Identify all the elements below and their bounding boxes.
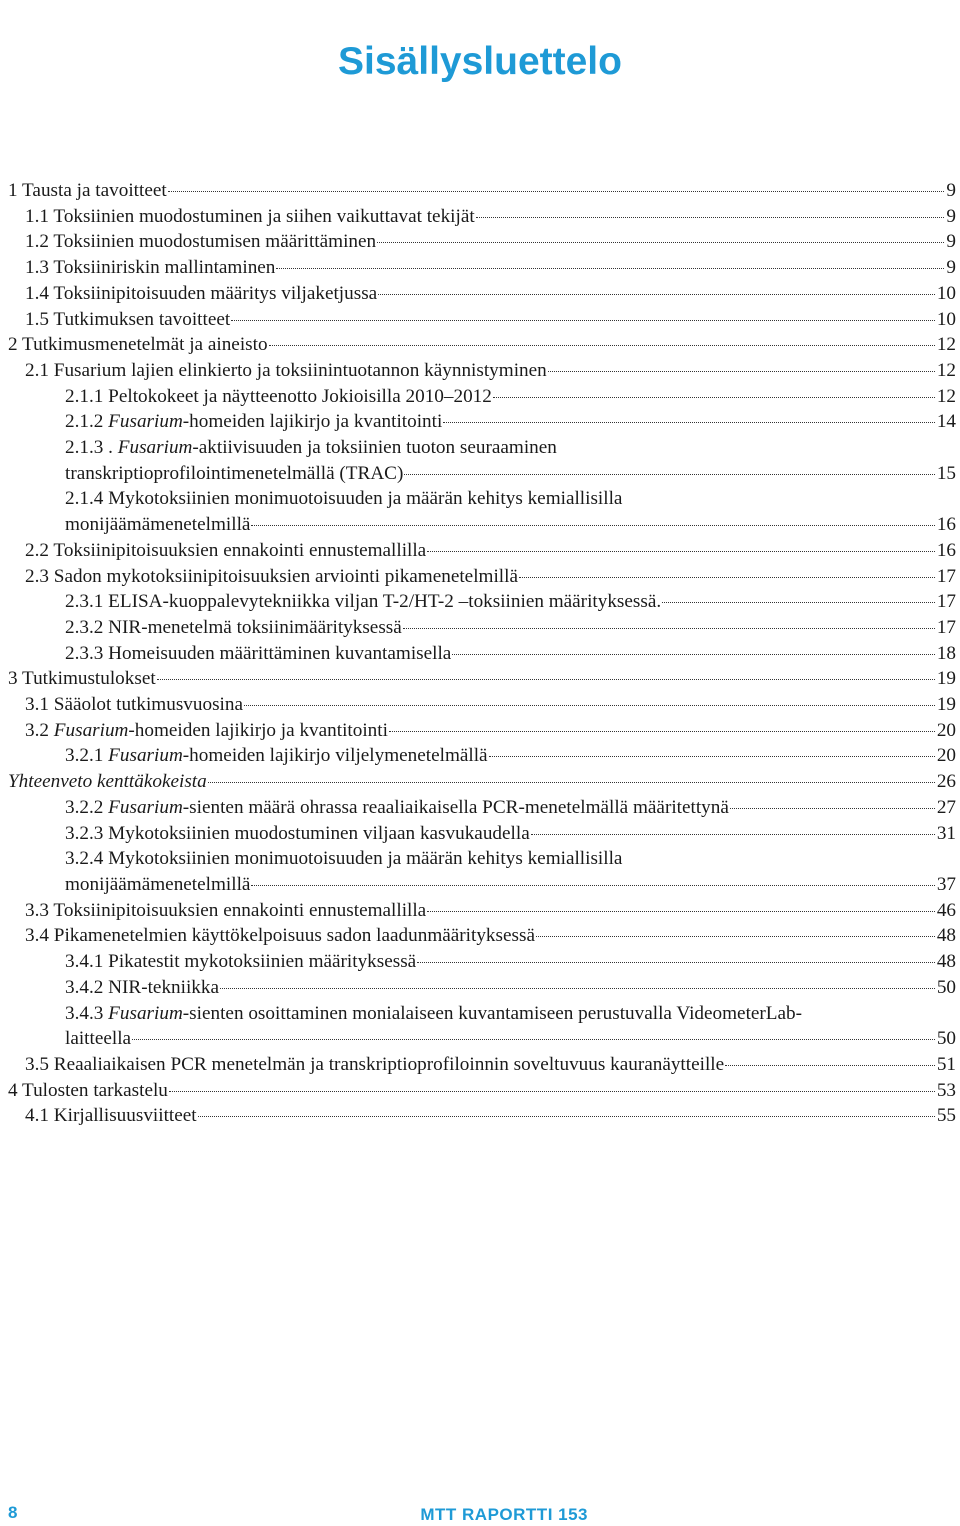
dot-leader <box>476 217 945 218</box>
toc-entry-page-number: 27 <box>936 796 956 818</box>
toc-entry-title: 2.2 Toksiinipitoisuuksien ennakointi ennustemallilla <box>25 539 427 561</box>
toc-entry-page-number: 12 <box>936 334 956 356</box>
toc-entry[interactable] <box>8 358 956 384</box>
toc-entry-italic-term: Fusarium <box>117 437 193 459</box>
toc-entry[interactable] <box>8 307 956 333</box>
dot-leader <box>531 834 935 835</box>
dot-leader <box>427 911 935 912</box>
toc-entry[interactable] <box>8 641 956 667</box>
toc-entry-number: 3.2.1 <box>65 745 109 767</box>
toc-entry-title-rest: -homeiden lajikirjo ja kvantitointi <box>182 411 443 433</box>
toc-entry-title-continued: monijäämämenetelmillä <box>65 873 251 895</box>
toc-entry-number: 3.2.2 <box>65 796 109 818</box>
toc-entry-page-number: 9 <box>946 231 956 253</box>
toc-entry-page-number: 16 <box>936 514 956 536</box>
toc-entry-title: 3.2.4 Mykotoksiinien monimuotoisuuden ja määrän kehitys kemiallisilla <box>65 848 623 870</box>
dot-leader <box>269 345 935 346</box>
toc-entry-title: 1.1 Toksiinien muodostuminen ja siihen vaikuttavat tekijät <box>25 205 475 227</box>
table-of-contents <box>8 178 956 1129</box>
toc-entry-title: 2.1.4 Mykotoksiinien monimuotoisuuden ja määrän kehitys kemiallisilla <box>65 488 623 510</box>
toc-entry-italic-term: Fusarium <box>108 1002 183 1024</box>
toc-entry-title: 1.5 Tutkimuksen tavoitteet <box>25 308 231 330</box>
toc-entry[interactable] <box>8 846 956 897</box>
toc-entry-page-number: 18 <box>936 642 956 664</box>
dot-leader <box>730 808 935 809</box>
toc-entry[interactable] <box>8 666 956 692</box>
toc-entry-title: 3.4.2 NIR-tekniikka <box>65 976 220 998</box>
toc-entry-italic-term: Fusarium <box>53 719 129 741</box>
toc-entry-title: 3.4.1 Pikatestit mykotoksiinien määrityksessä <box>65 951 417 973</box>
dot-leader <box>132 1039 935 1040</box>
toc-entry-title: 1.4 Toksiinipitoisuuden määritys viljaketjussa <box>25 282 378 304</box>
dot-leader <box>231 320 935 321</box>
dot-leader <box>519 577 935 578</box>
toc-entry-page-number: 9 <box>946 205 956 227</box>
toc-entry[interactable] <box>8 229 956 255</box>
dot-leader <box>404 474 934 475</box>
toc-entry-page-number: 55 <box>936 1105 956 1127</box>
toc-entry[interactable] <box>8 821 956 847</box>
toc-entry-title-rest: -sienten osoittaminen monialaiseen kuvantamiseen perustuvalla VideometerLab- <box>182 1002 803 1024</box>
toc-entry-page-number: 16 <box>936 539 956 561</box>
toc-entry[interactable] <box>8 718 956 744</box>
toc-entry-page-number: 19 <box>936 668 956 690</box>
toc-entry[interactable] <box>8 975 956 1001</box>
page-title: Sisällysluettelo <box>338 40 622 84</box>
toc-entry-page-number: 10 <box>936 308 956 330</box>
dot-leader <box>548 371 935 372</box>
toc-entry-number: 3.4.3 <box>65 1002 109 1024</box>
toc-entry[interactable] <box>8 486 956 537</box>
toc-entry-page-number: 17 <box>936 591 956 613</box>
dot-leader <box>251 885 934 886</box>
dot-leader <box>662 602 935 603</box>
toc-entry[interactable] <box>8 923 956 949</box>
toc-entry[interactable] <box>8 769 956 795</box>
toc-entry-page-number: 37 <box>936 873 956 895</box>
dot-leader <box>157 679 935 680</box>
toc-entry[interactable] <box>8 384 956 410</box>
toc-entry[interactable] <box>8 564 956 590</box>
dot-leader <box>244 705 935 706</box>
toc-entry-page-number: 15 <box>936 462 956 484</box>
toc-entry-title: 3.3 Toksiinipitoisuuksien ennakointi ennustemallilla <box>25 899 427 921</box>
toc-entry-title: 3.2.3 Mykotoksiinien muodostuminen viljaan kasvukaudella <box>65 822 530 844</box>
toc-entry-title: 2.3 Sadon mykotoksiinipitoisuuksien arviointi pikamenetelmillä <box>25 565 518 587</box>
toc-entry[interactable] <box>8 615 956 641</box>
toc-entry-page-number: 50 <box>936 976 956 998</box>
toc-entry-page-number: 53 <box>936 1079 956 1101</box>
toc-entry-page-number: 17 <box>936 565 956 587</box>
toc-entry-title-rest: -homeiden lajikirjo ja kvantitointi <box>128 719 388 741</box>
footer-page-number: 8 <box>8 1503 18 1522</box>
toc-entry-title: 4.1 Kirjallisuusviitteet <box>25 1105 197 1127</box>
dot-leader <box>168 191 945 192</box>
toc-entry-title: 2.1 Fusarium lajien elinkierto ja toksiinintuotannon käynnistyminen <box>25 359 547 381</box>
dot-leader <box>220 988 935 989</box>
dot-leader <box>452 654 934 655</box>
toc-entry-page-number: 31 <box>936 822 956 844</box>
toc-entry-page-number: 50 <box>936 1028 956 1050</box>
toc-entry-title: 1.3 Toksiiniriskin mallintaminen <box>25 257 276 279</box>
toc-entry[interactable] <box>8 1103 956 1129</box>
toc-entry[interactable] <box>8 409 956 435</box>
toc-entry-page-number: 51 <box>936 1053 956 1075</box>
dot-leader <box>417 962 935 963</box>
dot-leader <box>276 268 944 269</box>
toc-entry[interactable] <box>8 1001 956 1052</box>
toc-entry-title-rest: -homeiden lajikirjo viljelymenetelmällä <box>182 745 488 767</box>
dot-leader <box>443 422 935 423</box>
toc-entry-page-number: 20 <box>936 745 956 767</box>
toc-entry-page-number: 9 <box>946 257 956 279</box>
toc-entry-page-number: 48 <box>936 925 956 947</box>
toc-entry-title: 3.5 Reaaliaikaisen PCR menetelmän ja transkriptioprofiloinnin soveltuvuus kauranäytteille <box>25 1053 725 1075</box>
dot-leader <box>251 525 934 526</box>
toc-entry[interactable] <box>8 255 956 281</box>
toc-entry[interactable] <box>8 332 956 358</box>
toc-entry-title: 2.3.2 NIR-menetelmä toksiinimäärityksessä <box>65 616 402 638</box>
toc-entry[interactable] <box>8 1052 956 1078</box>
toc-entry-title-rest: -aktiivisuuden ja toksiinien tuoton seuraaminen <box>192 437 557 459</box>
toc-entry-page-number: 20 <box>936 719 956 741</box>
toc-entry-title: 2.1.1 Peltokokeet ja näytteenotto Jokioisilla 2010‒2012 <box>65 385 492 407</box>
footer-series-name: MTT RAPORTTI 153 <box>420 1505 588 1524</box>
toc-entry-page-number: 12 <box>936 359 956 381</box>
dot-leader <box>389 731 935 732</box>
toc-entry-page-number: 46 <box>936 899 956 921</box>
toc-entry[interactable] <box>8 538 956 564</box>
toc-entry[interactable] <box>8 898 956 924</box>
toc-entry-title: 1.2 Toksiinien muodostumisen määrittäminen <box>25 231 377 253</box>
toc-entry-italic-term: Fusarium <box>108 745 183 767</box>
dot-leader <box>198 1116 935 1117</box>
toc-entry-title: 2.3.3 Homeisuuden määrittäminen kuvantamisella <box>65 642 452 664</box>
dot-leader <box>536 936 935 937</box>
dot-leader <box>403 628 935 629</box>
toc-entry-italic-term: Fusarium <box>108 411 183 433</box>
toc-entry-title: 3.4 Pikamenetelmien käyttökelpoisuus sadon laadunmäärityksessä <box>25 925 535 947</box>
toc-entry[interactable] <box>8 589 956 615</box>
toc-entry-title-continued: transkriptioprofilointimenetelmällä (TRAC) <box>65 462 404 484</box>
toc-entry[interactable] <box>8 1078 956 1104</box>
toc-entry-page-number: 9 <box>946 180 956 201</box>
toc-entry-title: 2 Tutkimusmenetelmät ja aineisto <box>8 334 268 356</box>
toc-entry-page-number: 14 <box>936 411 956 433</box>
dot-leader <box>378 294 935 295</box>
dot-leader <box>489 756 935 757</box>
toc-entry[interactable] <box>8 949 956 975</box>
toc-entry-title-continued: laitteella <box>65 1028 132 1050</box>
toc-entry[interactable] <box>8 178 956 204</box>
toc-entry-number: 2.1.2 <box>65 411 109 433</box>
toc-entry-title-continued: monijäämämenetelmillä <box>65 514 251 536</box>
dot-leader <box>208 782 935 783</box>
toc-entry-title: 4 Tulosten tarkastelu <box>8 1079 168 1101</box>
toc-entry-title: 1 Tausta ja tavoitteet <box>8 180 167 201</box>
toc-entry-title-rest: -sienten määrä ohrassa reaaliaikaisella PCR-menetelmällä määritettynä <box>182 796 729 818</box>
dot-leader <box>493 397 935 398</box>
toc-entry-title: 2.3.1 ELISA-kuoppalevytekniikka viljan T-2/HT-2 –toksiinien määrityksessä. <box>65 591 662 613</box>
toc-entry-title: 3 Tutkimustulokset <box>8 668 156 690</box>
dot-leader <box>427 551 935 552</box>
toc-entry-italic-term: Yhteenveto kenttäkokeista <box>8 771 207 793</box>
toc-entry-title: 3.1 Sääolot tutkimusvuosina <box>25 694 243 716</box>
toc-entry-page-number: 17 <box>936 616 956 638</box>
toc-entry[interactable] <box>8 795 956 821</box>
toc-entry-page-number: 48 <box>936 951 956 973</box>
toc-entry[interactable] <box>8 743 956 769</box>
toc-entry[interactable] <box>8 204 956 230</box>
toc-entry-italic-term: Fusarium <box>108 796 183 818</box>
toc-entry[interactable] <box>8 435 956 486</box>
toc-entry-page-number: 19 <box>936 694 956 716</box>
toc-entry-page-number: 10 <box>936 282 956 304</box>
toc-entry[interactable] <box>8 692 956 718</box>
toc-entry-number: 3.2 <box>25 719 54 741</box>
dot-leader <box>169 1091 935 1092</box>
dot-leader <box>725 1065 935 1066</box>
dot-leader <box>377 242 944 243</box>
toc-entry-page-number: 26 <box>936 771 956 793</box>
toc-entry-page-number: 12 <box>936 385 956 407</box>
toc-entry-number: 2.1.3 . <box>65 437 118 459</box>
toc-entry[interactable] <box>8 281 956 307</box>
